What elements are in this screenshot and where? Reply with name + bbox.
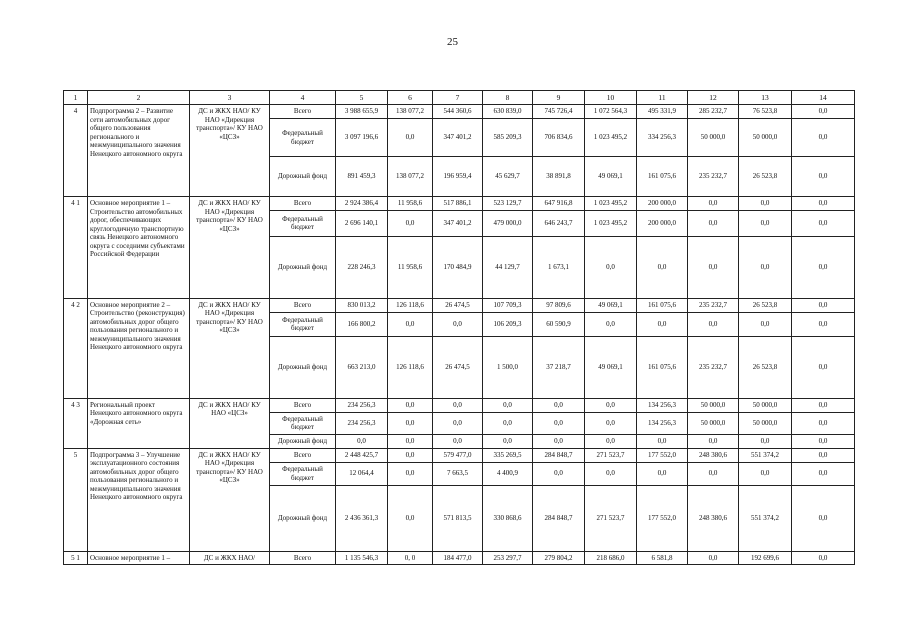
- amount-cell: 523 129,7: [483, 197, 533, 211]
- amount-cell: 0,0: [688, 197, 739, 211]
- amount-cell: 745 726,4: [533, 105, 585, 119]
- amount-cell: 0,0: [637, 434, 688, 448]
- amount-cell: 551 374,2: [739, 448, 792, 462]
- amount-cell: 0,0: [792, 412, 855, 434]
- amount-cell: 0,0: [533, 462, 585, 485]
- amount-cell: 0,0: [792, 105, 855, 119]
- row-number: 4: [64, 105, 88, 197]
- amount-cell: 0,0: [792, 157, 855, 197]
- amount-cell: 646 243,7: [533, 210, 585, 236]
- amount-cell: 0,0: [533, 412, 585, 434]
- amount-cell: 0,0: [792, 119, 855, 157]
- amount-cell: 0,0: [792, 485, 855, 551]
- amount-cell: 166 800,2: [336, 312, 388, 336]
- row-number: 4 2: [64, 298, 88, 398]
- amount-cell: 0,0: [585, 434, 637, 448]
- column-number: 11: [637, 91, 688, 105]
- funding-source: Федеральный бюджет: [270, 312, 336, 336]
- amount-cell: 60 590,9: [533, 312, 585, 336]
- row-number: 4 1: [64, 197, 88, 299]
- item-name: Подпрограмма 2 – Развитие сети автомобильных дорог общего пользования регионального и межмуниципального значения Ненецкого автономного округа: [88, 105, 190, 197]
- funding-source: Федеральный бюджет: [270, 462, 336, 485]
- amount-cell: 0,0: [388, 210, 433, 236]
- amount-cell: 0,0: [433, 312, 483, 336]
- amount-cell: 0,0: [388, 398, 433, 412]
- amount-cell: 0,0: [533, 434, 585, 448]
- amount-cell: 1 072 564,3: [585, 105, 637, 119]
- funding-source: Федеральный бюджет: [270, 412, 336, 434]
- column-number: 6: [388, 91, 433, 105]
- amount-cell: 1 023 495,2: [585, 210, 637, 236]
- funding-source: Всего: [270, 105, 336, 119]
- amount-cell: 1 023 495,2: [585, 119, 637, 157]
- amount-cell: 271 523,7: [585, 485, 637, 551]
- amount-cell: 0,0: [433, 398, 483, 412]
- amount-cell: 50 000,0: [688, 398, 739, 412]
- amount-cell: 26 474,5: [433, 298, 483, 312]
- amount-cell: 830 013,2: [336, 298, 388, 312]
- amount-cell: 347 401,2: [433, 119, 483, 157]
- page-number: 25: [447, 36, 458, 48]
- amount-cell: 11 958,6: [388, 236, 433, 298]
- amount-cell: 0,0: [388, 412, 433, 434]
- amount-cell: 0,0: [739, 197, 792, 211]
- column-number: 8: [483, 91, 533, 105]
- executor: ДС и ЖКХ НАО/: [190, 551, 270, 565]
- amount-cell: 0,0: [388, 119, 433, 157]
- funding-source: Федеральный бюджет: [270, 119, 336, 157]
- amount-cell: 579 477,0: [433, 448, 483, 462]
- amount-cell: 585 209,3: [483, 119, 533, 157]
- amount-cell: 0,0: [792, 551, 855, 565]
- amount-cell: 0,0: [388, 448, 433, 462]
- table-row: [64, 105, 855, 119]
- amount-cell: 571 813,5: [433, 485, 483, 551]
- amount-cell: 0,0: [585, 412, 637, 434]
- amount-cell: 196 959,4: [433, 157, 483, 197]
- funding-source: Федеральный бюджет: [270, 210, 336, 236]
- amount-cell: 26 523,8: [739, 336, 792, 398]
- executor: ДС и ЖКХ НАО/ КУ НАО «Дирекция транспорта»/ КУ НАО «ЦСЗ»: [190, 448, 270, 551]
- amount-cell: 37 218,7: [533, 336, 585, 398]
- table-row: [64, 551, 855, 565]
- amount-cell: 0,0: [388, 434, 433, 448]
- amount-cell: 0,0: [739, 434, 792, 448]
- funding-source: Всего: [270, 448, 336, 462]
- funding-source: Дорожный фонд: [270, 236, 336, 298]
- amount-cell: 170 484,9: [433, 236, 483, 298]
- amount-cell: 0,0: [388, 312, 433, 336]
- amount-cell: 334 256,3: [637, 119, 688, 157]
- amount-cell: 0,0: [688, 434, 739, 448]
- amount-cell: 0,0: [688, 210, 739, 236]
- amount-cell: 0,0: [792, 448, 855, 462]
- table-row: [64, 448, 855, 462]
- amount-cell: 126 118,6: [388, 298, 433, 312]
- amount-cell: 218 686,0: [585, 551, 637, 565]
- amount-cell: 192 699,6: [739, 551, 792, 565]
- table-row: [64, 298, 855, 312]
- amount-cell: 235 232,7: [688, 336, 739, 398]
- amount-cell: 0,0: [388, 462, 433, 485]
- amount-cell: 285 232,7: [688, 105, 739, 119]
- amount-cell: 0,0: [739, 312, 792, 336]
- amount-cell: 1 023 495,2: [585, 197, 637, 211]
- column-number: 9: [533, 91, 585, 105]
- column-number-row: [64, 91, 855, 105]
- amount-cell: 234 256,3: [336, 412, 388, 434]
- column-number: 12: [688, 91, 739, 105]
- amount-cell: 706 834,6: [533, 119, 585, 157]
- executor: ДС и ЖКХ НАО/ КУ НАО «Дирекция транспорта»/ КУ НАО «ЦСЗ»: [190, 197, 270, 299]
- amount-cell: 7 663,5: [433, 462, 483, 485]
- column-number: 1: [64, 91, 88, 105]
- amount-cell: 26 523,8: [739, 157, 792, 197]
- amount-cell: 544 360,6: [433, 105, 483, 119]
- executor: ДС и ЖКХ НАО/ КУ НАО «ЦСЗ»: [190, 398, 270, 448]
- amount-cell: 347 401,2: [433, 210, 483, 236]
- executor: ДС и ЖКХ НАО/ КУ НАО «Дирекция транспорта»/ КУ НАО «ЦСЗ»: [190, 105, 270, 197]
- amount-cell: 0,0: [792, 398, 855, 412]
- amount-cell: 0,0: [688, 551, 739, 565]
- table-row: [64, 197, 855, 211]
- amount-cell: 0, 0: [388, 551, 433, 565]
- amount-cell: 0,0: [433, 412, 483, 434]
- column-number: 7: [433, 91, 483, 105]
- amount-cell: 2 696 140,1: [336, 210, 388, 236]
- amount-cell: 2 436 361,3: [336, 485, 388, 551]
- amount-cell: 479 000,0: [483, 210, 533, 236]
- funding-source: Всего: [270, 551, 336, 565]
- amount-cell: 138 077,2: [388, 157, 433, 197]
- amount-cell: 0,0: [792, 197, 855, 211]
- amount-cell: 0,0: [792, 298, 855, 312]
- amount-cell: 177 552,0: [637, 448, 688, 462]
- amount-cell: 0,0: [792, 236, 855, 298]
- amount-cell: 2 448 425,7: [336, 448, 388, 462]
- amount-cell: 6 581,8: [637, 551, 688, 565]
- amount-cell: 50 000,0: [688, 412, 739, 434]
- amount-cell: 248 380,6: [688, 485, 739, 551]
- amount-cell: 0,0: [388, 485, 433, 551]
- amount-cell: 0,0: [739, 462, 792, 485]
- amount-cell: 0,0: [792, 312, 855, 336]
- amount-cell: 0,0: [739, 236, 792, 298]
- amount-cell: 200 000,0: [637, 210, 688, 236]
- amount-cell: 0,0: [792, 462, 855, 485]
- amount-cell: 284 848,7: [533, 485, 585, 551]
- amount-cell: 184 477,0: [433, 551, 483, 565]
- amount-cell: 161 075,6: [637, 298, 688, 312]
- amount-cell: 284 848,7: [533, 448, 585, 462]
- amount-cell: 0,0: [483, 434, 533, 448]
- amount-cell: 0,0: [433, 434, 483, 448]
- amount-cell: 44 129,7: [483, 236, 533, 298]
- funding-source: Всего: [270, 398, 336, 412]
- amount-cell: 49 069,1: [585, 298, 637, 312]
- amount-cell: 253 297,7: [483, 551, 533, 565]
- amount-cell: 0,0: [483, 412, 533, 434]
- amount-cell: 2 924 386,4: [336, 197, 388, 211]
- funding-source: Всего: [270, 298, 336, 312]
- amount-cell: 228 246,3: [336, 236, 388, 298]
- amount-cell: 0,0: [792, 210, 855, 236]
- amount-cell: 0,0: [792, 434, 855, 448]
- amount-cell: 38 891,8: [533, 157, 585, 197]
- amount-cell: 161 075,6: [637, 157, 688, 197]
- column-number: 4: [270, 91, 336, 105]
- amount-cell: 50 000,0: [739, 412, 792, 434]
- amount-cell: 50 000,0: [688, 119, 739, 157]
- funding-source: Дорожный фонд: [270, 157, 336, 197]
- amount-cell: 891 459,3: [336, 157, 388, 197]
- amount-cell: 0,0: [585, 462, 637, 485]
- amount-cell: 45 629,7: [483, 157, 533, 197]
- amount-cell: 200 000,0: [637, 197, 688, 211]
- item-name: Региональный проект Ненецкого автономного округа «Дорожная сеть»: [88, 398, 190, 448]
- amount-cell: 1 135 546,3: [336, 551, 388, 565]
- amount-cell: 107 709,3: [483, 298, 533, 312]
- table-row: [64, 398, 855, 412]
- funding-source: Дорожный фонд: [270, 434, 336, 448]
- row-number: 5 1: [64, 551, 88, 565]
- amount-cell: 235 232,7: [688, 298, 739, 312]
- funding-source: Всего: [270, 197, 336, 211]
- amount-cell: 3 988 655,9: [336, 105, 388, 119]
- amount-cell: 49 069,1: [585, 336, 637, 398]
- amount-cell: 1 500,0: [483, 336, 533, 398]
- column-number: 2: [88, 91, 190, 105]
- amount-cell: 630 839,0: [483, 105, 533, 119]
- amount-cell: 0,0: [688, 462, 739, 485]
- amount-cell: 551 374,2: [739, 485, 792, 551]
- amount-cell: 330 868,6: [483, 485, 533, 551]
- amount-cell: 161 075,6: [637, 336, 688, 398]
- amount-cell: 234 256,3: [336, 398, 388, 412]
- amount-cell: 4 400,9: [483, 462, 533, 485]
- item-name: Основное мероприятие 1 –: [88, 551, 190, 565]
- amount-cell: 235 232,7: [688, 157, 739, 197]
- amount-cell: 50 000,0: [739, 398, 792, 412]
- amount-cell: 26 523,8: [739, 298, 792, 312]
- amount-cell: 0,0: [336, 434, 388, 448]
- amount-cell: 11 958,6: [388, 197, 433, 211]
- amount-cell: 0,0: [637, 236, 688, 298]
- amount-cell: 271 523,7: [585, 448, 637, 462]
- amount-cell: 106 209,3: [483, 312, 533, 336]
- amount-cell: 126 118,6: [388, 336, 433, 398]
- row-number: 4 3: [64, 398, 88, 448]
- amount-cell: 0,0: [585, 398, 637, 412]
- item-name: Основное мероприятие 1 – Строительство автомобильных дорог, обеспечивающих круглогодичную транспортную связь Ненецкого автономного округа с соседними субъектами Российской Федерации: [88, 197, 190, 299]
- amount-cell: 0,0: [585, 312, 637, 336]
- amount-cell: 0,0: [483, 398, 533, 412]
- column-number: 5: [336, 91, 388, 105]
- amount-cell: 279 804,2: [533, 551, 585, 565]
- amount-cell: 134 256,3: [637, 412, 688, 434]
- amount-cell: 177 552,0: [637, 485, 688, 551]
- amount-cell: 0,0: [585, 236, 637, 298]
- amount-cell: 663 213,0: [336, 336, 388, 398]
- amount-cell: 134 256,3: [637, 398, 688, 412]
- amount-cell: 0,0: [688, 236, 739, 298]
- amount-cell: 3 097 196,6: [336, 119, 388, 157]
- amount-cell: 12 064,4: [336, 462, 388, 485]
- column-number: 13: [739, 91, 792, 105]
- amount-cell: 647 916,8: [533, 197, 585, 211]
- column-number: 14: [792, 91, 855, 105]
- amount-cell: 0,0: [637, 312, 688, 336]
- amount-cell: 335 269,5: [483, 448, 533, 462]
- item-name: Основное мероприятие 2 – Строительство (реконструкция) автомобильных дорог общего пользования регионального и межмуниципального значения Ненецкого автономного округа: [88, 298, 190, 398]
- executor: ДС и ЖКХ НАО/ КУ НАО «Дирекция транспорта»/ КУ НАО «ЦСЗ»: [190, 298, 270, 398]
- amount-cell: 97 809,6: [533, 298, 585, 312]
- budget-table: [63, 90, 855, 565]
- amount-cell: 49 069,1: [585, 157, 637, 197]
- amount-cell: 0,0: [637, 462, 688, 485]
- amount-cell: 0,0: [688, 312, 739, 336]
- amount-cell: 1 673,1: [533, 236, 585, 298]
- amount-cell: 517 886,1: [433, 197, 483, 211]
- amount-cell: 0,0: [792, 336, 855, 398]
- table-body: [64, 91, 855, 565]
- funding-source: Дорожный фонд: [270, 485, 336, 551]
- funding-source: Дорожный фонд: [270, 336, 336, 398]
- amount-cell: 138 077,2: [388, 105, 433, 119]
- amount-cell: 76 523,8: [739, 105, 792, 119]
- item-name: Подпрограмма 3 – Улучшение эксплуатационного состояния автомобильных дорог общего пользования регионального и межмуниципального значения Ненецкого автономного округа: [88, 448, 190, 551]
- amount-cell: 495 331,9: [637, 105, 688, 119]
- amount-cell: 0,0: [739, 210, 792, 236]
- amount-cell: 0,0: [533, 398, 585, 412]
- amount-cell: 50 000,0: [739, 119, 792, 157]
- amount-cell: 248 380,6: [688, 448, 739, 462]
- column-number: 10: [585, 91, 637, 105]
- amount-cell: 26 474,5: [433, 336, 483, 398]
- column-number: 3: [190, 91, 270, 105]
- row-number: 5: [64, 448, 88, 551]
